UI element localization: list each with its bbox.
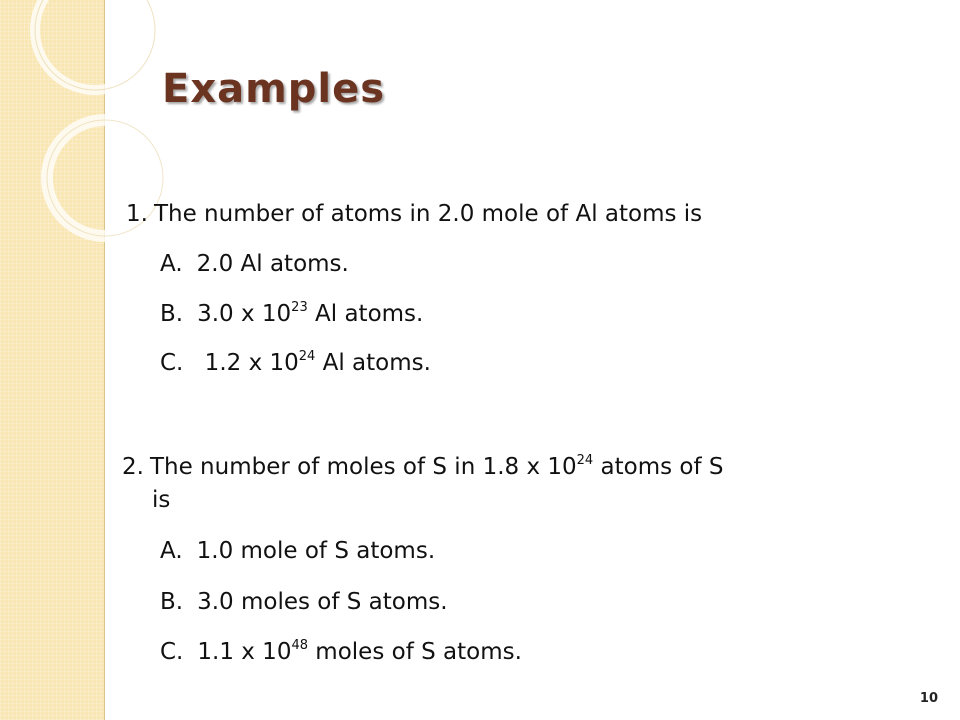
option-text-after: Al atoms.: [307, 301, 424, 327]
option-letter: C.: [160, 350, 184, 376]
question-number: 2.: [122, 454, 144, 480]
option-text: 1.1 x 10: [197, 639, 292, 665]
option-letter: A.: [160, 251, 183, 277]
option-text-after: moles of S atoms.: [308, 639, 522, 665]
question-2-option-b: [160, 588, 448, 616]
option-exponent: 48: [291, 638, 308, 653]
slide-number: 10: [919, 691, 938, 706]
option-text: 1.2 x 10: [197, 350, 299, 376]
option-text: 3.0 x 10: [197, 301, 292, 327]
option-letter: B.: [160, 301, 184, 327]
option-exponent: 23: [291, 300, 308, 315]
question-text: The number of atoms in 2.0 mole of Al atoms is: [153, 201, 703, 227]
option-text: 2.0 Al atoms.: [196, 251, 349, 277]
option-exponent: 24: [298, 349, 316, 364]
question-2-option-a: [160, 537, 435, 565]
question-2-option-c: [160, 638, 522, 666]
option-letter: B.: [160, 589, 184, 615]
slide-title: Examples: [162, 66, 386, 112]
question-exponent: 24: [576, 453, 594, 468]
option-text-after: Al atoms.: [315, 350, 431, 376]
option-text: 3.0 moles of S atoms.: [197, 589, 448, 615]
question-2-stem: [122, 453, 723, 481]
question-1-option-c: [160, 349, 431, 377]
question-1-stem: [126, 200, 702, 228]
option-letter: C.: [160, 639, 184, 665]
question-1-option-a: [160, 250, 349, 278]
question-number: 1.: [126, 201, 148, 227]
question-2-stem-continued: [152, 486, 170, 514]
question-1-option-b: [160, 300, 423, 328]
question-text: The number of moles of S in 1.8 x 10: [149, 454, 577, 480]
question-text-continued: is: [152, 487, 171, 513]
option-text: 1.0 mole of S atoms.: [196, 538, 436, 564]
question-text-after: atoms of S: [593, 454, 724, 480]
option-letter: A.: [160, 538, 183, 564]
